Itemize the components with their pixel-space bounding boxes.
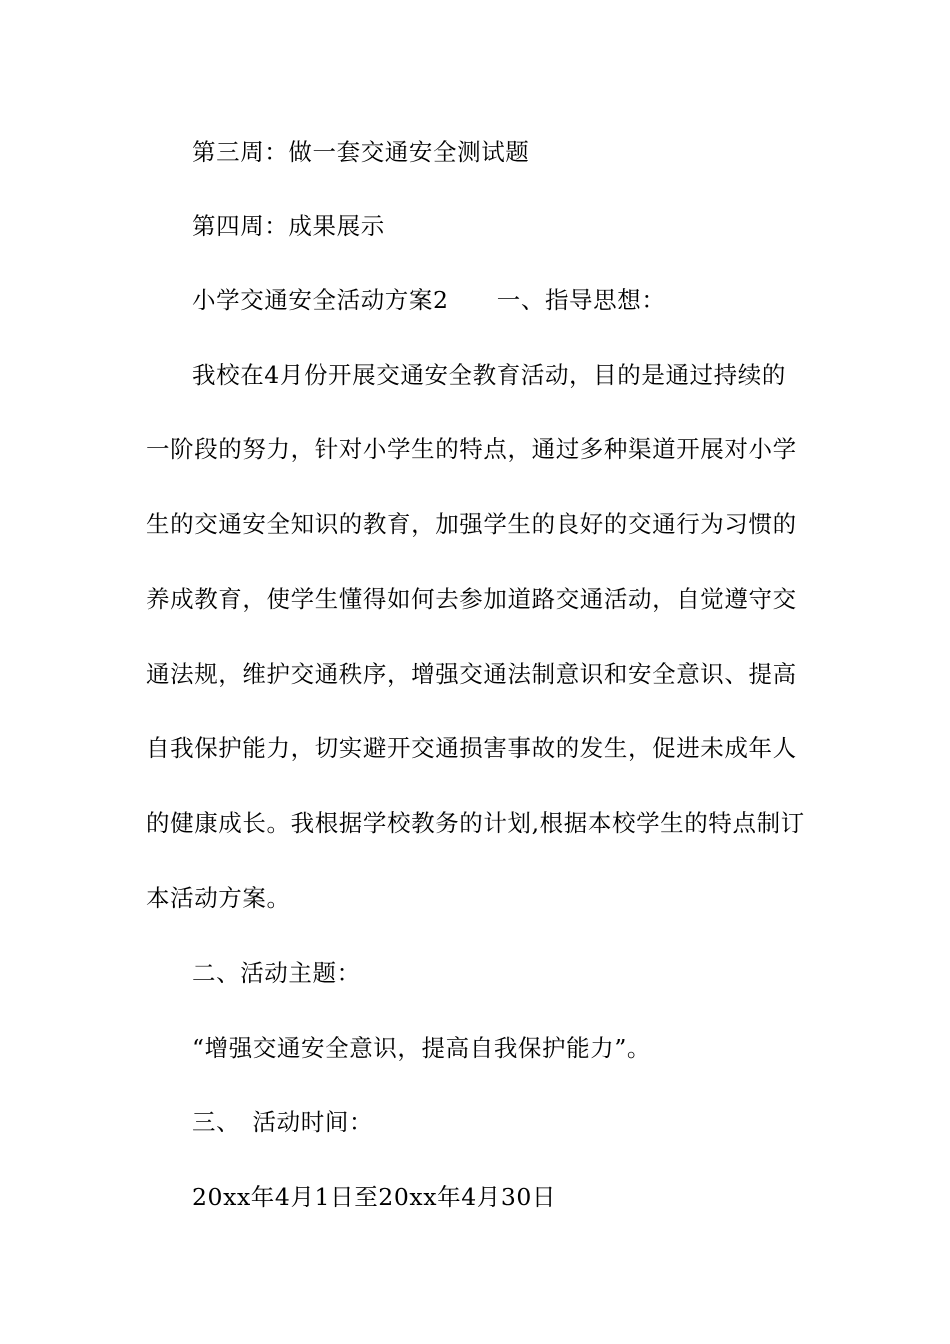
plan-heading: 小学交通安全活动方案2 一、指导思想：: [192, 286, 666, 314]
section-heading-time: 三、 活动时间：: [192, 1108, 374, 1136]
theme-slogan: “增强交通安全意识，提高自我保护能力”。: [192, 1034, 652, 1062]
paragraph-line: 的健康成长。我根据学校教务的计划,根据本校学生的特点制订: [146, 809, 805, 837]
paragraph-line: 本活动方案。: [146, 884, 291, 912]
paragraph-line: 我校在4月份开展交通安全教育活动，目的是通过持续的: [192, 361, 786, 389]
paragraph-line: 一阶段的努力，针对小学生的特点，通过多种渠道开展对小学: [146, 435, 797, 463]
activity-date-range: 20xx年4月1日至20xx年4月30日: [192, 1183, 557, 1211]
paragraph-line: 养成教育，使学生懂得如何去参加道路交通活动，自觉遵守交: [146, 585, 797, 613]
week-three-item: 第三周：做一套交通安全测试题: [192, 138, 530, 166]
paragraph-line: 自我保护能力，切实避开交通损害事故的发生，促进未成年人: [146, 734, 797, 762]
section-heading-theme: 二、活动主题：: [192, 959, 361, 987]
week-four-item: 第四周：成果展示: [192, 212, 385, 240]
paragraph-line: 生的交通安全知识的教育，加强学生的良好的交通行为习惯的: [146, 510, 797, 538]
paragraph-line: 通法规，维护交通秩序，增强交通法制意识和安全意识、提高: [146, 660, 797, 688]
